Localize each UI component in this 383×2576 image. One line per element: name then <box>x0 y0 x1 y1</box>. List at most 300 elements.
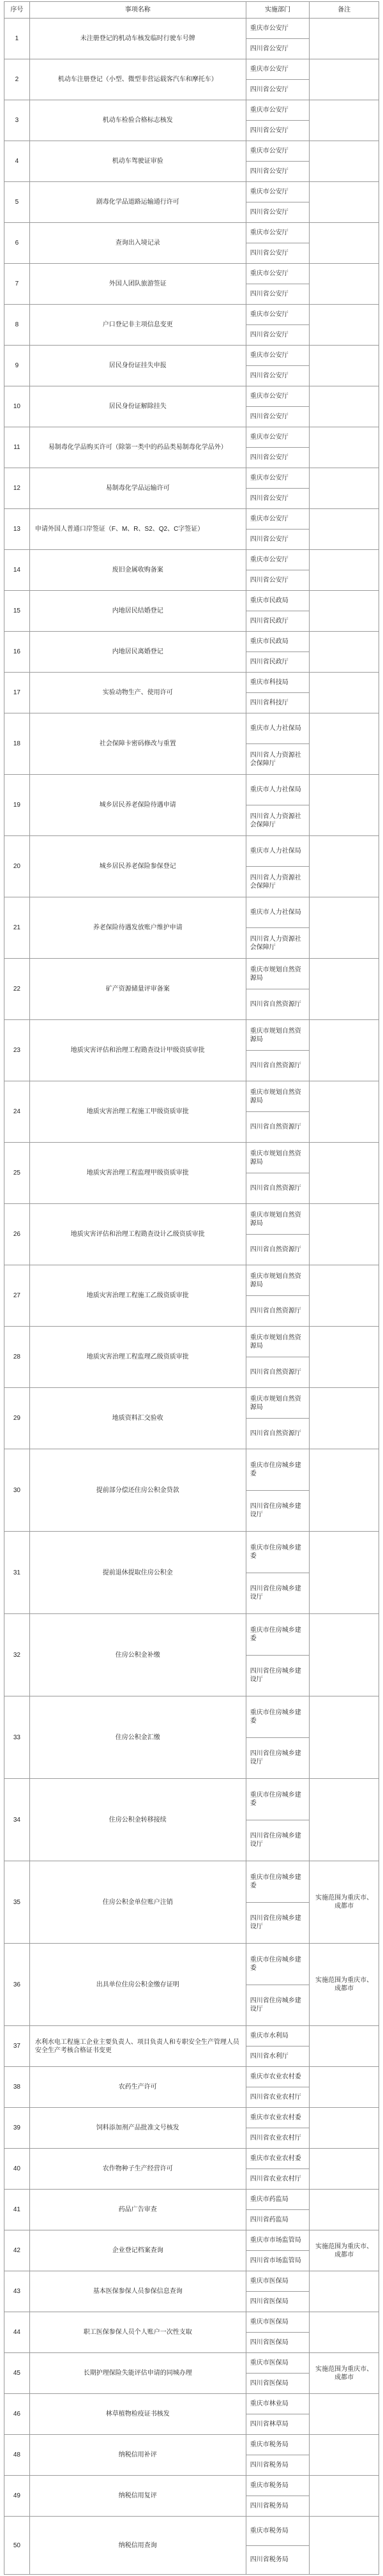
row-no: 30 <box>4 1449 30 1531</box>
row-dept-line: 四川省自然资源厅 <box>246 1234 310 1265</box>
table-row <box>4 2271 379 2312</box>
row-note <box>310 1779 379 1861</box>
row-dept <box>246 223 310 263</box>
table-row <box>4 2312 379 2353</box>
row-no: 9 <box>4 346 30 386</box>
row-name: 地质灾害治理工程监理乙级资质审批 <box>30 1327 246 1387</box>
table-row <box>4 1614 379 1696</box>
row-no: 5 <box>4 182 30 222</box>
row-no: 10 <box>4 386 30 427</box>
row-note <box>310 305 379 345</box>
row-note <box>310 2394 379 2434</box>
row-dept-line: 重庆市公安厅 <box>250 393 289 400</box>
row-dept-line: 重庆市住房城乡建委 <box>250 1544 301 1560</box>
row-dept <box>246 305 310 345</box>
row-note <box>310 591 379 631</box>
table-row <box>4 386 379 427</box>
row-name: 户口登记非主项信息变更 <box>30 305 246 345</box>
matters-table <box>4 1 379 2575</box>
table-row <box>4 2108 379 2149</box>
row-dept-line: 重庆市科技局 <box>250 679 289 686</box>
row-note: 实施范围为重庆市、成都市 <box>315 1977 373 1992</box>
row-dept-line: 四川省公安厅 <box>246 38 310 59</box>
row-dept <box>246 775 310 835</box>
table-row <box>4 1696 379 1779</box>
row-name: 住房公积金补缴 <box>30 1614 246 1696</box>
row-no: 26 <box>4 1204 30 1265</box>
row-no: 35 <box>4 1861 30 1943</box>
row-no: 8 <box>4 305 30 345</box>
row-dept-line: 重庆市住房城乡建委 <box>250 1873 301 1889</box>
row-dept <box>246 1388 310 1449</box>
row-dept-line: 重庆市规划自然资源局 <box>250 1150 301 1166</box>
row-dept-line: 四川省公安厅 <box>246 570 310 590</box>
row-dept <box>246 959 310 1019</box>
table-row <box>4 1081 379 1143</box>
row-no: 49 <box>4 2476 30 2516</box>
row-dept-line: 重庆市农业农村委 <box>250 2073 301 2080</box>
row-dept-line: 重庆市规划自然资源局 <box>250 1395 301 1411</box>
row-dept-line: 四川省公安厅 <box>246 120 310 141</box>
row-no: 40 <box>4 2149 30 2189</box>
table-row <box>4 19 379 59</box>
row-dept-line: 四川省水利厅 <box>246 2046 310 2066</box>
row-dept-line: 四川省自然资源厅 <box>246 1111 310 1142</box>
row-no: 36 <box>4 1944 30 2025</box>
table-row <box>4 2067 379 2108</box>
row-note <box>310 1614 379 1696</box>
row-dept-line: 重庆市公安厅 <box>250 556 289 563</box>
row-dept-line: 重庆市民政局 <box>250 597 289 604</box>
row-name: 地质资料汇交验收 <box>30 1388 246 1449</box>
row-dept-line: 四川省税务局 <box>246 2455 310 2475</box>
row-dept <box>246 386 310 427</box>
table-row <box>4 2230 379 2271</box>
row-name: 申请外国人普通口岸签证（F、M、R、S2、Q2、C字签证） <box>30 509 246 549</box>
row-no: 25 <box>4 1143 30 1203</box>
row-dept-line: 重庆市住房城乡建委 <box>250 1709 301 1725</box>
table-row <box>4 2149 379 2190</box>
row-no: 45 <box>4 2353 30 2393</box>
row-name: 机动车驾驶证审验 <box>30 141 246 181</box>
row-dept <box>246 1204 310 1265</box>
table-row <box>4 1327 379 1388</box>
row-dept-line: 四川省自然资源厅 <box>246 1050 310 1081</box>
row-dept-line: 重庆市规划自然资源局 <box>250 1272 301 1288</box>
row-dept-line: 重庆市公安厅 <box>250 515 289 522</box>
row-name: 未注册登记的机动车核发临时行驶车号牌 <box>30 19 246 59</box>
row-note <box>310 223 379 263</box>
row-dept-line: 重庆市规划自然资源局 <box>250 1211 301 1227</box>
row-name: 提前退休提取住房公积金 <box>30 1532 246 1613</box>
row-dept-line: 四川省人力资源社会保障厅 <box>246 805 310 835</box>
row-dept <box>246 2190 310 2230</box>
row-no: 14 <box>4 550 30 590</box>
row-no: 27 <box>4 1265 30 1326</box>
row-name: 剧毒化学品道路运输通行许可 <box>30 182 246 222</box>
row-no: 20 <box>4 836 30 897</box>
row-name: 农药生产许可 <box>30 2067 246 2107</box>
row-name: 社会保障卡密码修改与重置 <box>30 713 246 774</box>
row-name: 住房公积金转移接续 <box>30 1779 246 1861</box>
row-dept-line: 四川省公安厅 <box>246 161 310 181</box>
table-row <box>4 1861 379 1944</box>
row-note <box>310 346 379 386</box>
row-dept-line: 四川省医保局 <box>246 2332 310 2352</box>
row-dept-line: 重庆市规划自然资源局 <box>250 1334 301 1350</box>
row-note <box>310 1265 379 1326</box>
row-no: 24 <box>4 1081 30 1142</box>
row-dept-line: 四川省林草局 <box>246 2414 310 2434</box>
row-dept-line: 重庆市公安厅 <box>250 66 289 73</box>
table-row <box>4 2394 379 2435</box>
row-dept-line: 四川省农业农村厅 <box>246 2087 310 2107</box>
table-row <box>4 591 379 632</box>
row-dept-line: 四川省农业农村厅 <box>246 2128 310 2148</box>
row-dept <box>246 59 310 100</box>
row-no: 1 <box>4 19 30 59</box>
row-name: 实验动物生产、使用许可 <box>30 673 246 713</box>
table-body <box>4 19 379 2574</box>
table-row <box>4 836 379 897</box>
row-name: 地质灾害治理工程施工乙级资质审批 <box>30 1265 246 1326</box>
row-dept <box>246 1532 310 1613</box>
row-dept-line: 重庆市林业局 <box>250 2400 289 2407</box>
row-note <box>310 1327 379 1387</box>
row-name: 矿产资源储量评审备案 <box>30 959 246 1019</box>
row-dept <box>246 468 310 508</box>
row-dept-line: 四川省公安厅 <box>246 406 310 427</box>
table-row <box>4 182 379 223</box>
row-dept-line: 重庆市公安厅 <box>250 311 289 318</box>
row-dept <box>246 713 310 774</box>
row-name: 内地居民结婚登记 <box>30 591 246 631</box>
table-row <box>4 1532 379 1614</box>
row-dept-line: 四川省住房城乡建设厅 <box>246 1737 310 1779</box>
row-dept-line: 重庆市公安厅 <box>250 25 289 32</box>
row-dept-line: 四川省公安厅 <box>246 284 310 304</box>
row-no: 46 <box>4 2394 30 2434</box>
row-no: 50 <box>4 2517 30 2574</box>
row-name: 城乡居民养老保险参保登记 <box>30 836 246 897</box>
row-no: 37 <box>4 2026 30 2066</box>
row-note <box>310 2108 379 2148</box>
row-dept <box>246 1614 310 1696</box>
row-no: 44 <box>4 2312 30 2352</box>
row-dept <box>246 100 310 141</box>
table-row <box>4 305 379 346</box>
row-no: 6 <box>4 223 30 263</box>
table-row <box>4 1143 379 1204</box>
row-name: 养老保险待遇发放账户维护申请 <box>30 897 246 958</box>
row-dept <box>246 1143 310 1203</box>
row-no: 13 <box>4 509 30 549</box>
row-no: 31 <box>4 1532 30 1613</box>
row-name: 居民身份证挂失申报 <box>30 346 246 386</box>
row-dept-line: 重庆市公安厅 <box>250 148 289 155</box>
table-row <box>4 2026 379 2067</box>
row-dept <box>246 591 310 631</box>
row-dept-line: 重庆市公安厅 <box>250 352 289 359</box>
row-dept-line: 重庆市公安厅 <box>250 229 289 236</box>
table-row <box>4 223 379 264</box>
row-dept-line: 重庆市税务局 <box>250 2482 289 2489</box>
row-dept-line: 重庆市公安厅 <box>250 107 289 114</box>
row-note <box>310 713 379 774</box>
row-no: 19 <box>4 775 30 835</box>
row-dept-line: 四川省药监局 <box>246 2209 310 2230</box>
header-name: 事项名称 <box>30 2 246 18</box>
table-row <box>4 2476 379 2517</box>
row-note <box>310 897 379 958</box>
row-dept <box>246 2312 310 2352</box>
row-name: 纳税信用查询 <box>30 2517 246 2574</box>
row-dept-line: 重庆市公安厅 <box>250 188 289 195</box>
row-note <box>310 1020 379 1081</box>
row-dept-line: 重庆市人力社保局 <box>250 786 301 793</box>
row-dept-line: 四川省自然资源厅 <box>246 1173 310 1203</box>
row-dept-line: 四川省民政厅 <box>246 611 310 631</box>
row-name: 纳税信用复评 <box>30 2476 246 2516</box>
row-name: 职工医保参保人员个人账户一次性支取 <box>30 2312 246 2352</box>
table-row <box>4 2190 379 2230</box>
row-note <box>310 2190 379 2230</box>
row-no: 34 <box>4 1779 30 1861</box>
row-dept <box>246 2476 310 2516</box>
row-note <box>310 2312 379 2352</box>
row-dept-line: 重庆市公安厅 <box>250 270 289 277</box>
table-row <box>4 1388 379 1449</box>
row-no: 43 <box>4 2271 30 2312</box>
row-dept <box>246 673 310 713</box>
row-no: 48 <box>4 2435 30 2475</box>
row-dept-line: 重庆市规划自然资源局 <box>250 1027 301 1043</box>
row-dept-line: 四川省住房城乡建设厅 <box>246 1902 310 1944</box>
row-note <box>310 141 379 181</box>
row-no: 2 <box>4 59 30 100</box>
row-dept-line: 四川省公安厅 <box>246 529 310 549</box>
table-row <box>4 346 379 386</box>
row-dept <box>246 2271 310 2312</box>
row-dept <box>246 1081 310 1142</box>
row-dept-line: 四川省公安厅 <box>246 243 310 263</box>
row-dept-line: 四川省人力资源社会保障厅 <box>246 866 310 897</box>
row-no: 38 <box>4 2067 30 2107</box>
row-note <box>310 182 379 222</box>
row-no: 33 <box>4 1696 30 1778</box>
row-no: 41 <box>4 2190 30 2230</box>
row-dept-line: 四川省住房城乡建设厅 <box>246 1820 310 1861</box>
row-dept <box>246 632 310 672</box>
row-note <box>310 775 379 835</box>
table-row <box>4 468 379 509</box>
row-name: 提前部分偿还住房公积金贷款 <box>30 1449 246 1531</box>
row-name: 外国人团队旅游签证 <box>30 264 246 304</box>
row-dept-line: 重庆市农业农村委 <box>250 2114 301 2121</box>
row-dept <box>246 1020 310 1081</box>
row-note <box>310 1204 379 1265</box>
row-name: 机动车注册登记（小型、微型非营运载客汽车和摩托车） <box>30 59 246 100</box>
row-note <box>310 2435 379 2475</box>
row-name: 企业登记档案查询 <box>30 2230 246 2271</box>
row-no: 32 <box>4 1614 30 1696</box>
table-row <box>4 632 379 673</box>
row-note: 实施范围为重庆市、成都市 <box>315 1894 373 1910</box>
row-dept-line: 重庆市医保局 <box>250 2359 289 2366</box>
row-name: 水利水电工程施工企业主要负责人、项目负责人和专职安全生产管理人员安全生产考核合格证书变更 <box>30 2026 246 2066</box>
row-dept-line: 重庆市住房城乡建委 <box>250 1626 301 1642</box>
row-dept-line: 重庆市医保局 <box>250 2278 289 2285</box>
row-dept-line: 重庆市住房城乡建委 <box>250 1791 301 1807</box>
row-note <box>310 264 379 304</box>
row-dept-line: 重庆市公安厅 <box>250 475 289 482</box>
table-row <box>4 2435 379 2476</box>
row-note: 实施范围为重庆市、成都市 <box>315 2243 373 2259</box>
row-dept <box>246 2108 310 2148</box>
row-dept-line: 四川省农业农村厅 <box>246 2168 310 2189</box>
table-row <box>4 897 379 959</box>
table-row <box>4 713 379 775</box>
row-no: 17 <box>4 673 30 713</box>
row-dept-line: 四川省民政厅 <box>246 652 310 672</box>
row-dept-line: 重庆市民政局 <box>250 638 289 645</box>
row-dept <box>246 2517 310 2574</box>
row-note: 实施范围为重庆市、成都市 <box>315 2365 373 2381</box>
row-dept <box>246 1449 310 1531</box>
row-name: 地质灾害治理工程监理甲级资质审批 <box>30 1143 246 1203</box>
row-note <box>310 1081 379 1142</box>
table-row <box>4 1204 379 1265</box>
row-note <box>310 386 379 427</box>
row-name: 城乡居民养老保险待遇申请 <box>30 775 246 835</box>
row-dept-line: 四川省自然资源厅 <box>246 1418 310 1449</box>
table-row <box>4 959 379 1020</box>
row-dept-line: 四川省税务局 <box>246 2496 310 2516</box>
header-dept: 实施部门 <box>246 2 310 18</box>
table-row <box>4 59 379 100</box>
row-dept <box>246 2394 310 2434</box>
row-dept-line: 重庆市市场监管局 <box>250 2237 301 2244</box>
row-dept <box>246 2230 310 2271</box>
row-name: 住房公积金单位账户注销 <box>30 1861 246 1943</box>
row-no: 16 <box>4 632 30 672</box>
table-row <box>4 1265 379 1327</box>
row-dept <box>246 19 310 59</box>
row-note <box>310 100 379 141</box>
row-dept <box>246 2026 310 2066</box>
row-dept-line: 重庆市人力社保局 <box>250 725 301 732</box>
table-row <box>4 141 379 182</box>
row-name: 饲料添加剂产品批准文号核发 <box>30 2108 246 2148</box>
row-dept <box>246 1265 310 1326</box>
row-name: 住房公积金汇缴 <box>30 1696 246 1778</box>
row-dept-line: 重庆市税务局 <box>250 2527 289 2534</box>
row-dept-line: 重庆市水利局 <box>250 2032 289 2039</box>
row-dept-line: 四川省自然资源厅 <box>246 989 310 1019</box>
row-note <box>310 1696 379 1778</box>
header-no: 序号 <box>4 2 30 18</box>
row-name: 药品广告审查 <box>30 2190 246 2230</box>
row-name: 机动车检验合格标志核发 <box>30 100 246 141</box>
row-note <box>310 2149 379 2189</box>
row-dept <box>246 141 310 181</box>
row-dept <box>246 2067 310 2107</box>
row-note <box>310 2067 379 2107</box>
row-name: 废旧金属收购备案 <box>30 550 246 590</box>
row-no: 21 <box>4 897 30 958</box>
row-dept-line: 重庆市规划自然资源局 <box>250 966 301 982</box>
row-dept <box>246 427 310 468</box>
row-note <box>310 550 379 590</box>
row-dept-line: 重庆市住房城乡建委 <box>250 1461 301 1477</box>
row-dept-line: 四川省住房城乡建设厅 <box>246 1490 310 1532</box>
row-note <box>310 2476 379 2516</box>
row-dept-line: 四川省公安厅 <box>246 79 310 100</box>
row-name: 出具单位住房公积金缴存证明 <box>30 1944 246 2025</box>
row-dept-line: 四川省自然资源厅 <box>246 1357 310 1387</box>
header-note: 备注 <box>338 6 351 13</box>
row-note <box>310 509 379 549</box>
row-dept-line: 四川省住房城乡建设厅 <box>246 1985 310 2026</box>
row-note <box>310 1388 379 1449</box>
table-row <box>4 550 379 591</box>
row-dept-line: 重庆市人力社保局 <box>250 909 301 916</box>
row-name: 长期护理保险失能评估申请的同城办理 <box>30 2353 246 2393</box>
row-dept-line: 四川省公安厅 <box>246 447 310 468</box>
row-dept-line: 重庆市人力社保局 <box>250 848 301 855</box>
row-dept-line: 重庆市公安厅 <box>250 434 289 441</box>
row-dept-line: 四川省公安厅 <box>246 324 310 345</box>
row-name: 林草植物检疫证书核发 <box>30 2394 246 2434</box>
row-no: 28 <box>4 1327 30 1387</box>
row-no: 11 <box>4 427 30 468</box>
row-no: 12 <box>4 468 30 508</box>
row-dept-line: 四川省医保局 <box>246 2291 310 2312</box>
row-dept <box>246 1861 310 1943</box>
row-note <box>310 1143 379 1203</box>
row-name: 基本医保参保人员参保信息查询 <box>30 2271 246 2312</box>
row-dept-line: 四川省医保局 <box>246 2373 310 2393</box>
row-dept-line: 四川省公安厅 <box>246 202 310 222</box>
row-dept-line: 重庆市规划自然资源局 <box>250 1088 301 1104</box>
row-no: 22 <box>4 959 30 1019</box>
row-name: 地质灾害评估和治理工程勘查设计甲级资质审批 <box>30 1020 246 1081</box>
table-row <box>4 775 379 836</box>
row-dept <box>246 550 310 590</box>
row-no: 4 <box>4 141 30 181</box>
row-note <box>310 59 379 100</box>
row-dept-line: 四川省人力资源社会保障厅 <box>246 927 310 958</box>
row-dept-line: 重庆市税务局 <box>250 2441 289 2448</box>
row-no: 18 <box>4 713 30 774</box>
row-name: 农作物种子生产经营许可 <box>30 2149 246 2189</box>
table-row <box>4 100 379 141</box>
row-dept <box>246 264 310 304</box>
row-name: 地质灾害治理工程施工甲级资质审批 <box>30 1081 246 1142</box>
row-dept-line: 重庆市药监局 <box>250 2196 289 2203</box>
row-dept <box>246 509 310 549</box>
table-row <box>4 509 379 550</box>
row-no: 42 <box>4 2230 30 2271</box>
row-dept-line: 重庆市住房城乡建委 <box>250 1956 301 1972</box>
row-note <box>310 19 379 59</box>
row-name: 地质灾害评估和治理工程勘查设计乙级资质审批 <box>30 1204 246 1265</box>
row-note <box>310 1532 379 1613</box>
row-dept-line: 四川省公安厅 <box>246 488 310 508</box>
table-row <box>4 1779 379 1861</box>
row-note <box>310 673 379 713</box>
row-name: 查询出入境记录 <box>30 223 246 263</box>
